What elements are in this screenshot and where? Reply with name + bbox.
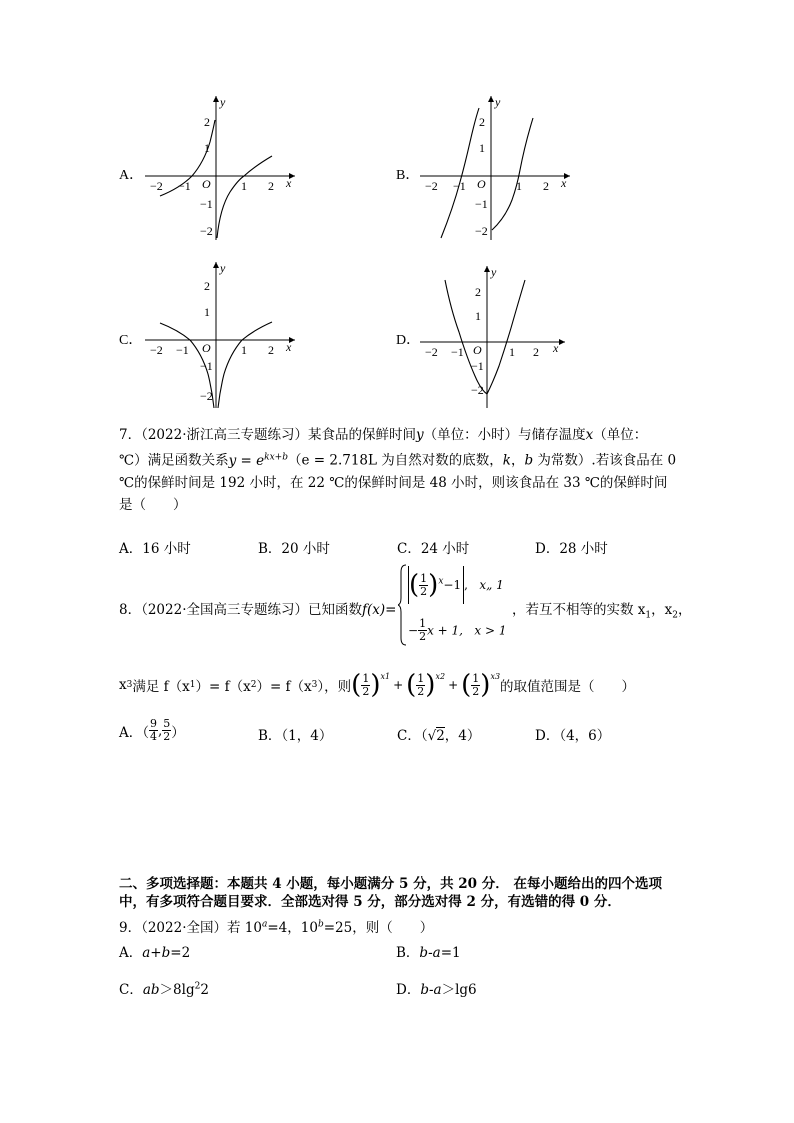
q8-piece-1: ( $\frac{1}{2}$ )$^x$−1 , x„ 1: [408, 566, 504, 606]
tick-x-neg1: −1: [176, 343, 189, 357]
tick-x-1: 1: [509, 345, 515, 359]
tick-x-2: 2: [533, 345, 539, 359]
q7-line-4: 是（ ）: [119, 496, 187, 513]
tick-x-neg2: −2: [150, 179, 163, 193]
tick-y-2: 2: [479, 115, 485, 129]
tick-x-neg2: −2: [425, 179, 438, 193]
tick-x-1: 1: [516, 179, 522, 193]
tick-y-1: 1: [479, 141, 485, 155]
curve-left: [441, 108, 479, 238]
option-c-label[interactable]: C．: [119, 333, 143, 348]
option-d-label[interactable]: D．: [396, 333, 421, 348]
tick-y-neg2: −2: [471, 383, 484, 397]
tick-y-1: 1: [204, 141, 210, 155]
tick-x-2: 2: [268, 343, 274, 357]
tick-y-neg2: −2: [200, 224, 213, 238]
q7-option-d[interactable]: D．28 小时: [535, 541, 608, 557]
q8-piecewise-brace: [398, 564, 408, 646]
y-axis-arrow: [488, 96, 494, 102]
origin-label: O: [473, 343, 482, 357]
y-axis-label: y: [491, 265, 497, 279]
q8-option-d[interactable]: D．（4，6）: [535, 728, 611, 744]
tick-y-2: 2: [204, 279, 210, 293]
tick-x-neg2: −2: [425, 345, 438, 359]
q9-option-c[interactable]: C．$ab>8\lg^22$: [119, 981, 209, 998]
q8-option-b[interactable]: B．（1，4）: [258, 728, 333, 744]
q7-line-1: 7．（2022·浙江高三专题练习）某食品的保鲜时间y（单位：小时）与储存温度x（单位：: [119, 427, 648, 443]
option-b-label[interactable]: B．: [396, 168, 420, 183]
q8-term-3: ( $\frac{1}{2}$ ) x3: [461, 670, 501, 700]
origin-label: O: [202, 177, 211, 191]
tick-x-neg1: −1: [178, 179, 191, 193]
graph-a: [140, 90, 305, 245]
q7-option-b[interactable]: B．20 小时: [258, 541, 330, 557]
tick-x-1: 1: [241, 179, 247, 193]
graph-c: [140, 258, 305, 413]
q8-piece-2: − $\frac{1}{2}$ x + 1, x > 1: [408, 617, 507, 643]
y-axis-arrow: [484, 266, 490, 272]
tick-y-neg1: −1: [471, 359, 484, 373]
tick-x-2: 2: [268, 179, 274, 193]
tick-y-2: 2: [475, 285, 481, 299]
q8-tail: ，若互不相等的实数 $x_1$，$x_2$，: [512, 602, 692, 621]
y-axis-label: y: [495, 95, 501, 109]
sqrt-symbol: √: [427, 728, 437, 744]
q7-formula: $y = e^{kx+b}$: [228, 452, 288, 469]
curve: [445, 280, 525, 394]
origin-label: O: [477, 177, 486, 191]
q9-option-b[interactable]: B．b-a=1: [396, 945, 461, 961]
y-axis-label: y: [220, 261, 226, 275]
tick-y-neg1: −1: [200, 197, 213, 211]
tick-y-neg1: −1: [200, 359, 213, 373]
tick-y-1: 1: [204, 305, 210, 319]
x-axis-label: x: [561, 176, 567, 190]
q9-stem: 9．（2022·全国）若 $10^a=4$，$10^b=25$，则（ ）: [119, 919, 434, 936]
q8-line-2: x 3 满足 f（x 1 ）= f（x 2 ）= f（x 3 ），则 ( $\frac{1}{2}$ ) x1 + ( $\frac{1}{2}$ ) x2 + ( $\frac{1}{2}$ ) x3 的取值范围是（ ）: [119, 670, 636, 700]
tick-y-2: 2: [204, 115, 210, 129]
curve-right: [218, 322, 272, 408]
x-axis-label: x: [286, 176, 292, 190]
tick-x-neg2: −2: [150, 343, 163, 357]
q7-line-3: ℃的保鲜时间是 192 小时，在 22 ℃的保鲜时间是 48 小时，则该食品在 33 ℃的保鲜时间: [119, 474, 668, 491]
tick-y-neg1: −1: [475, 197, 488, 211]
q7-option-a[interactable]: A．16 小时: [119, 541, 191, 557]
tick-x-1: 1: [241, 343, 247, 357]
q8-option-c[interactable]: C．（√2，4）: [397, 728, 481, 744]
tick-y-1: 1: [475, 309, 481, 323]
tick-y-neg2: −2: [475, 224, 488, 238]
graph-b: [415, 90, 580, 245]
q9-option-a[interactable]: A．a+b=2: [119, 945, 191, 961]
curve-right: [217, 156, 272, 238]
q8-term-1: ( $\frac{1}{2}$ ) x1: [351, 670, 391, 700]
q7-option-c[interactable]: C．24 小时: [397, 541, 470, 557]
y-axis-label: y: [220, 95, 226, 109]
q8-option-a[interactable]: A．（ $\frac{9}{4}$ , $\frac{5}{2}$ ）: [119, 717, 185, 743]
x-axis-label: x: [286, 340, 292, 354]
y-axis-arrow: [213, 96, 219, 102]
option-a-label[interactable]: A．: [119, 168, 144, 183]
x-axis-arrow: [559, 339, 565, 345]
tick-x-2: 2: [543, 179, 549, 193]
q8-intro: 8．（2022·全国高三专题练习）已知函数f(x)=: [119, 602, 397, 618]
question-7: [119, 424, 699, 516]
graph-d: [415, 262, 580, 412]
origin-label: O: [202, 341, 211, 355]
tick-y-neg2: −2: [200, 389, 213, 403]
tick-x-neg1: −1: [453, 179, 466, 193]
y-axis-arrow: [213, 262, 219, 268]
q7-line-2: ℃）满足函数关系$y = e^{kx+b}(e = 2.718L$ 为自然对数的底数，k，b 为常数）.若该食品在 0: [119, 452, 677, 469]
q9-option-d[interactable]: D．b-a＞lg6: [396, 982, 477, 998]
x-axis-label: x: [553, 341, 559, 355]
section-2-header: 二、多项选择题：本题共 4 小题，每小题满分 5 分，共 20 分． 在每小题给出的四个选项 中，有多项符合题目要求．全部选对得 5 分，部分选对得 2 分，有选错的得 0 分．: [119, 876, 662, 910]
curve-right: [492, 118, 533, 230]
tick-x-neg1: −1: [451, 345, 464, 359]
q8-term-2: ( $\frac{1}{2}$ ) x2: [406, 670, 446, 700]
